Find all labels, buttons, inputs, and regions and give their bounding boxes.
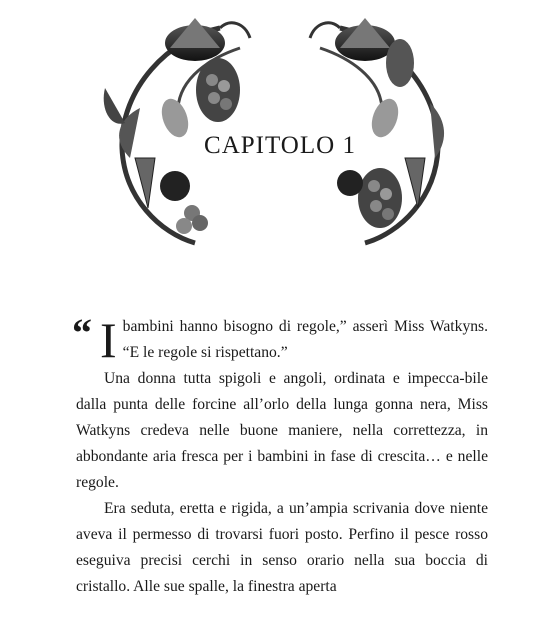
paragraph-3: Era seduta, eretta e rigida, a un’ampia scrivania dove niente aveva il permesso di trovarsi fuori posto. Perfino il pesce rosso eseguiva precisi cerchi in senso orario nella sua boccia di cristallo. Alle sue spalle, la finestra aperta bbox=[76, 500, 488, 595]
opening-quote-mark: “ bbox=[72, 310, 92, 355]
chapter-body-text bbox=[72, 310, 488, 600]
left-flower-branch bbox=[104, 18, 250, 243]
paragraph-1 bbox=[72, 310, 488, 368]
drop-cap: I bbox=[100, 312, 117, 368]
right-flower-branch bbox=[310, 18, 444, 243]
chapter-title: CAPITOLO 1 bbox=[204, 132, 356, 159]
paragraph-1-text: bambini hanno bisogno di regole,” asserì Miss Watkyns. “E le regole si rispettano.” bbox=[122, 318, 488, 361]
paragraph-2: Una donna tutta spigoli e angoli, ordinata e impecca-bile dalla punta delle forcine all’orlo della lunga gonna nera, Miss Watkyns credeva nelle buone maniere, nella correttezza, in abbondante aria fresca per i bambini in fase di crescita… e nelle regole. bbox=[76, 370, 488, 491]
